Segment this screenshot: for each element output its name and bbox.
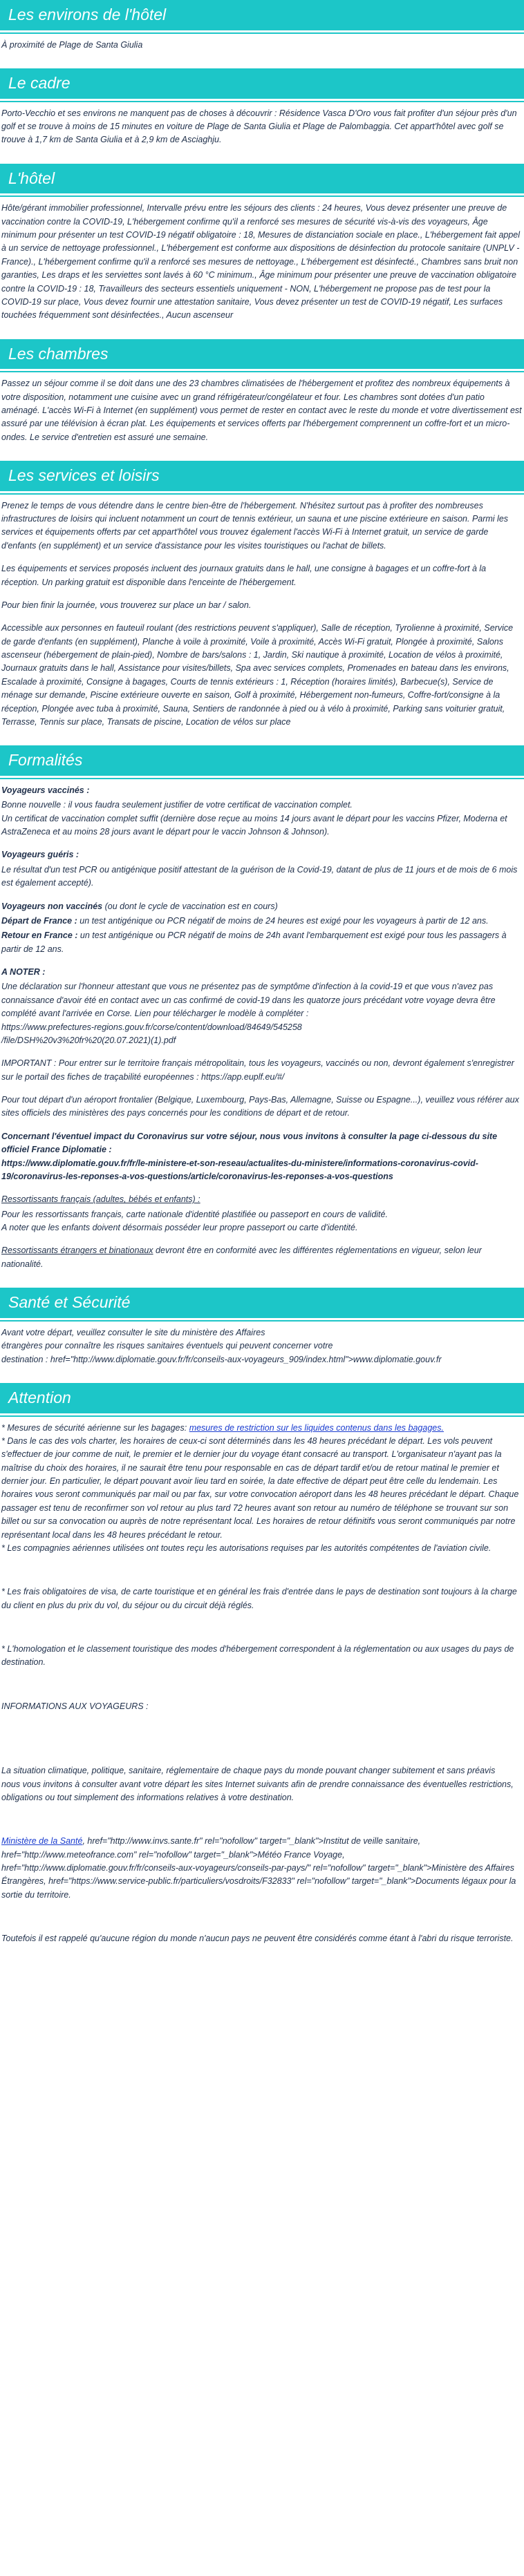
foreign-nationals-label: Ressortissants étrangers et binationaux [1,1246,153,1256]
section-hotel [0,164,524,323]
section-title-hotel: L'hôtel [0,164,524,194]
section-chambres [0,339,524,444]
cadre-text: Porto-Vecchio et ses environs ne manquent pas de choses à découvrir : Résidence Vasca D'Oro vous fait profiter d'un séjour près d'un golf et se trouve à moins de 15 minutes en voiture de Plage de Santa Giulia et Plage de Palombaggia. Cet appart'hôtel avec golf se trouve à 1,7 km de Santa Giulia et à 2,9 km de Asciaghju. [1,108,517,145]
section-formalites [0,745,524,1271]
section-environs [0,0,524,52]
attention-text-1 [1,1422,523,1556]
unvaccinated-line [1,900,523,913]
section-title-sante: Santé et Sécurité [0,1288,524,1318]
foreign-nationals-text: devront être en conformité avec les différentes réglementations en vigueur, selon leur nationalité. [1,1246,482,1269]
note-text: Une déclaration sur l'honneur attestant que vous ne présentez pas de symptôme d'infection à la covid-19 et que vous n'avez pas connaissance d'avoir été en contact avec un cas confirmé de covid-19 dans les quatorze jours précédant votre voyage devra être complété avant l'arrivée en Corse. Lien pour télécharger le modèle à compléter : https://www.prefectures-regions.gouv.fr/corse/content/download/84649/545258 /file/DSH%20v3%20fr%20(20.07.2021)(1).pdf [1,982,496,1045]
section-attention [0,1383,524,1946]
departure-line [1,915,523,928]
chambres-text: Passez un séjour comme il se doit dans une des 23 chambres climatisées de l'hébergement et profitez des nombreux équipements à votre disposition, notamment une cuisine avec un grand réfrigérateur/congélateur et four. Les chambres sont dotées d'un patio aménagé. L'accès Wi-Fi à Internet (en supplément) vous permet de rester en contact avec le reste du monde et votre divertissement est assuré par une télévision à écran plat. Les équipements et services offerts par l'hébergement comprennent un coffre-fort et un micro-ondes. Le service d'entretien est assuré une semaine. [1,379,522,442]
foreign-nationals-line [1,1244,523,1271]
border-airport-text: Pour tout départ d'un aéroport frontalier (Belgique, Luxembourg, Pays-Bas, Allemagne, Suisse ou Espagne...), veuillez vous référer aux sites officiels des ministères des pays concernés pour les conditions de départ et de retour. [1,1095,519,1118]
services-text-3: Pour bien finir la journée, vous trouverez sur place un bar / salon. [1,600,252,610]
section-title-environs: Les environs de l'hôtel [0,0,524,30]
baggage-security-prefix: * Mesures de sécurité aérienne sur les bagages: [1,1422,189,1433]
french-nationals-text: Pour les ressortissants français, carte nationale d'identité plastifiée ou passeport en cours de validité. A noter que les enfants doivent désormais posséder leur propre passeport ou carte d'identité. [1,1209,388,1233]
health-ministry-link[interactable]: Ministère de la Santé [1,1836,83,1847]
vaccinated-label: Voyageurs vaccinés : [1,785,90,795]
hotel-text: Hôte/gérant immobilier professionnel, Intervalle prévu entre les séjours des clients : 24 heures, Vous devez présenter une preuve de vaccination contre la COVID-19, L'hébergement confirme qu'il a renforcé ses mesures de sécurité vis-à-vis des voyageurs, Âge minimum pour présenter un test COVID-19 négatif obligatoire : 18, Mesures de distanciation sociale en place., L'hébergement fait appel à un service de nettoyage professionnel., L'hébergement est conforme aux dispositions de désinfection du protocole sanitaire (UNPLV - France)., L'hébergement confirme qu'il a renforcé ses mesures de nettoyage., L'hébergement est désinfecté., Chambres sans bruit non garanties, Les draps et les serviettes sont lavés à 60 °C minimum., Âge minimum pour présenter une preuve de vaccination obligatoire contre la COVID-19 : 18, Travailleurs des secteurs essentiels uniquement - NON, L'hébergement ne propose pas de test pour la COVID-19 sur place, Vous devez fournir une attestation sanitaire, Vous devez présenter un test de COVID-19 négatif, Les surfaces touchées fréquemment sont désinfectées., Aucun ascenseur [1,203,521,321]
departure-label: Départ de France : [1,915,77,926]
section-sante [0,1288,524,1366]
return-text: un test antigénique ou PCR négatif de moins de 24h avant l'embarquement est exigé pour tous les passagers à partir de 12 ans. [1,931,507,954]
useful-links-text: , href="http://www.invs.sante.fr" rel="nofollow" target="_blank">Institut de veille sanitaire, href="http://www.meteofrance.com" rel="nofollow" target="_blank">Météo France Voyage, href="http://www.diplomatie.gouv.fr/fr/conseils-aux-voyageurs/conseils-par-pays/" rel="nofollow" target="_blank">Ministère des Affaires Étrangères, href="https://www.service-public.fr/particuliers/vosdroits/F32833" rel="nofollow" target="_blank">Documents légaux pour la sortie du territoire. [1,1836,516,1900]
attention-text-3: * L'homologation et le classement touristique des modes d'hébergement correspondent à la réglementation ou aux usages du pays de destination. [1,1644,514,1668]
section-title-cadre: Le cadre [0,68,524,99]
attention-text-7: Toutefois il est rappelé qu'aucune région du monde n'aucun pays ne peuvent être considérés comme étant à l'abri du risque terroriste. [1,1934,514,1944]
liquid-restrictions-link[interactable]: mesures de restriction sur les liquides contenus dans les bagages. [189,1422,444,1433]
recovered-text: Le résultat d'un test PCR ou antigénique positif attestant de la guérison de la Covid-19, datant de plus de 11 jours et de mois de 6 mois est également accepté). [1,864,518,888]
sante-text: Avant votre départ, veuillez consulter le site du ministère des Affaires étrangères pour connaître les risques sanitaires éventuels qui peuvent concerner votre destination : href="http://www.diplomatie.gouv.fr/fr/conseils-aux-voyageurs_909/index.html">www.diplomatie.gouv.fr [1,1327,442,1364]
return-line [1,929,523,956]
services-text-1: Prenez le temps de vous détendre dans le centre bien-être de l'hébergement. N'hésitez surtout pas à profiter des nombreuses infrastructures de loisirs qui incluent notamment un court de tennis extérieur, un sauna et une piscine extérieure en saison. Parmi les services et équipements offerts par cet appart'hôtel vous trouvez également l'accès Wi-Fi à Internet gratuit, un service de garde d'enfants (en supplément) et un service d'assistance pour les visites touristiques ou l'achat de billets. [1,500,509,551]
return-label: Retour en France : [1,931,78,941]
section-title-chambres: Les chambres [0,339,524,370]
vaccinated-text: Bonne nouvelle : il vous faudra seulement justifier de votre certificat de vaccination complet. Un certificat de vaccination complet suffit (dernière dose reçue au moins 14 jours avant le départ pour les vaccins Pfizer, Moderna et AstraZeneca et au moins 28 jours avant le départ pour le vaccin Johnson & Johnson). [1,800,507,837]
attention-text-2: * Les frais obligatoires de visa, de carte touristique et en général les frais d'entrée dans le pays de destination sont toujours à la charge du client en plus du prix du vol, du séjour ou du circuit déjà réglés. [1,1587,517,1610]
important-text: IMPORTANT : Pour entrer sur le territoire français métropolitain, tous les voyageurs, vaccinés ou non, devront également s'enregistrer sur le portail des fiches de traçabilité européennes : https://app.euplf.eu/#/ [1,1058,514,1082]
unvaccinated-label: Voyageurs non vaccinés [1,901,103,911]
section-title-attention: Attention [0,1383,524,1413]
french-nationals-label: Ressortissants français (adultes, bébés et enfants) : [1,1194,200,1205]
recovered-label: Voyageurs guéris : [1,850,79,860]
coronavirus-impact-text: Concernant l'éventuel impact du Coronavirus sur votre séjour, nous vous invitons à consulter la page ci-dessous du site officiel France Diplomatie : https://www.diplomatie.gouv.fr/fr/le-ministere-et-son-reseau/actualites-du-ministere/informations-coronavirus-covid-19/coronavirus-les-reponses-a-vos-questions/article/coronavirus-les-reponses-a-vos-questions [1,1131,498,1181]
section-cadre [0,68,524,147]
section-title-formalites: Formalités [0,745,524,776]
attention-text-4: INFORMATIONS AUX VOYAGEURS : [1,1701,149,1711]
attention-text-5: La situation climatique, politique, sanitaire, réglementaire de chaque pays du monde pouvant changer subitement et sans préavis nous vous invitons à consulter avant votre départ les sites Internet suivants afin de prendre connaissance des éventuelles restrictions, obligations ou tout simplement des informations relatives à votre destination. [1,1766,514,1802]
charter-flights-text: * Dans le cas des vols charter, les horaires de ceux-ci sont déterminés dans les 48 heures précédant le départ. Les vols peuvent s'effectuer de jour comme de nuit, le premier et le dernier jour du voyage étant consacré au transport. L'organisateur n'ayant pas la maîtrise du choix des horaires, il ne saurait être tenu pour responsable en cas de départ tardif et/ou de retour matinal le premier et dernier jour. En particulier, le départ pouvant avoir lieu tard en soirée, la date effective de départ peut être celle du lendemain. Les horaires vous seront communiqués par mail ou par fax, sur votre convocation aéroport dans les 48 heures précédant le départ. Chaque passager est tenu de reconfirmer son vol retour au plus tard 72 heures avant son retour au numéro de téléphone se trouvant sur son billet ou sur sa convocation ou auprès de notre représentant local. Les horaires de retour définitifs vous seront communiqués par notre représentant local dans les 48 heures précédant le retour. * Les compagnies aériennes utilisées ont toutes reçu les autorisations requises par les autorités compétentes de l'aviation civile. [1,1435,519,1553]
attention-text-6 [1,1835,523,1902]
environs-text: À proximité de Plage de Santa Giulia [1,39,143,50]
departure-text: un test antigénique ou PCR négatif de moins de 24 heures est exigé pour les voyageurs à partir de 12 ans. [77,915,489,926]
services-text-2: Les équipements et services proposés incluent des journaux gratuits dans le hall, une consigne à bagages et un coffre-fort à la réception. Un parking gratuit est disponible dans l'enceinte de l'hébergement. [1,564,487,587]
section-title-services: Les services et loisirs [0,461,524,491]
unvaccinated-suffix: (ou dont le cycle de vaccination est en cours) [102,901,278,911]
services-amenities-list: Accessible aux personnes en fauteuil roulant (des restrictions peuvent s'appliquer), Salle de réception, Tyrolienne à proximité, Service de garde d'enfants (en supplément), Planche à voile à proximité, Voile à proximité, Accès Wi-Fi gratuit, Plongée à proximité, Salons ascenseur (hébergement de plain-pied), Nombre de bars/salons : 1, Jardin, Ski nautique à proximité, Location de vélos à proximité, Journaux gratuits dans le hall, Assistance pour visites/billets, Spa avec services complets, Promenades en bateau dans les environs, Escalade à proximité, Consigne à bagages, Courts de tennis extérieurs : 1, Réception (horaires limités), Barbecue(s), Service de ménage sur demande, Piscine extérieure ouverte en saison, Golf à proximité, Hébergement non-fumeurs, Coffre-fort/consigne à la réception, Plongée avec tuba à proximité, Sauna, Sentiers de randonnée à pied ou à vélo à proximité, Parking sans voiturier gratuit, Terrasse, Tennis sur place, Transats de piscine, Location de vélos sur place [1,623,514,727]
section-services [0,461,524,729]
note-label: A NOTER : [1,967,46,977]
